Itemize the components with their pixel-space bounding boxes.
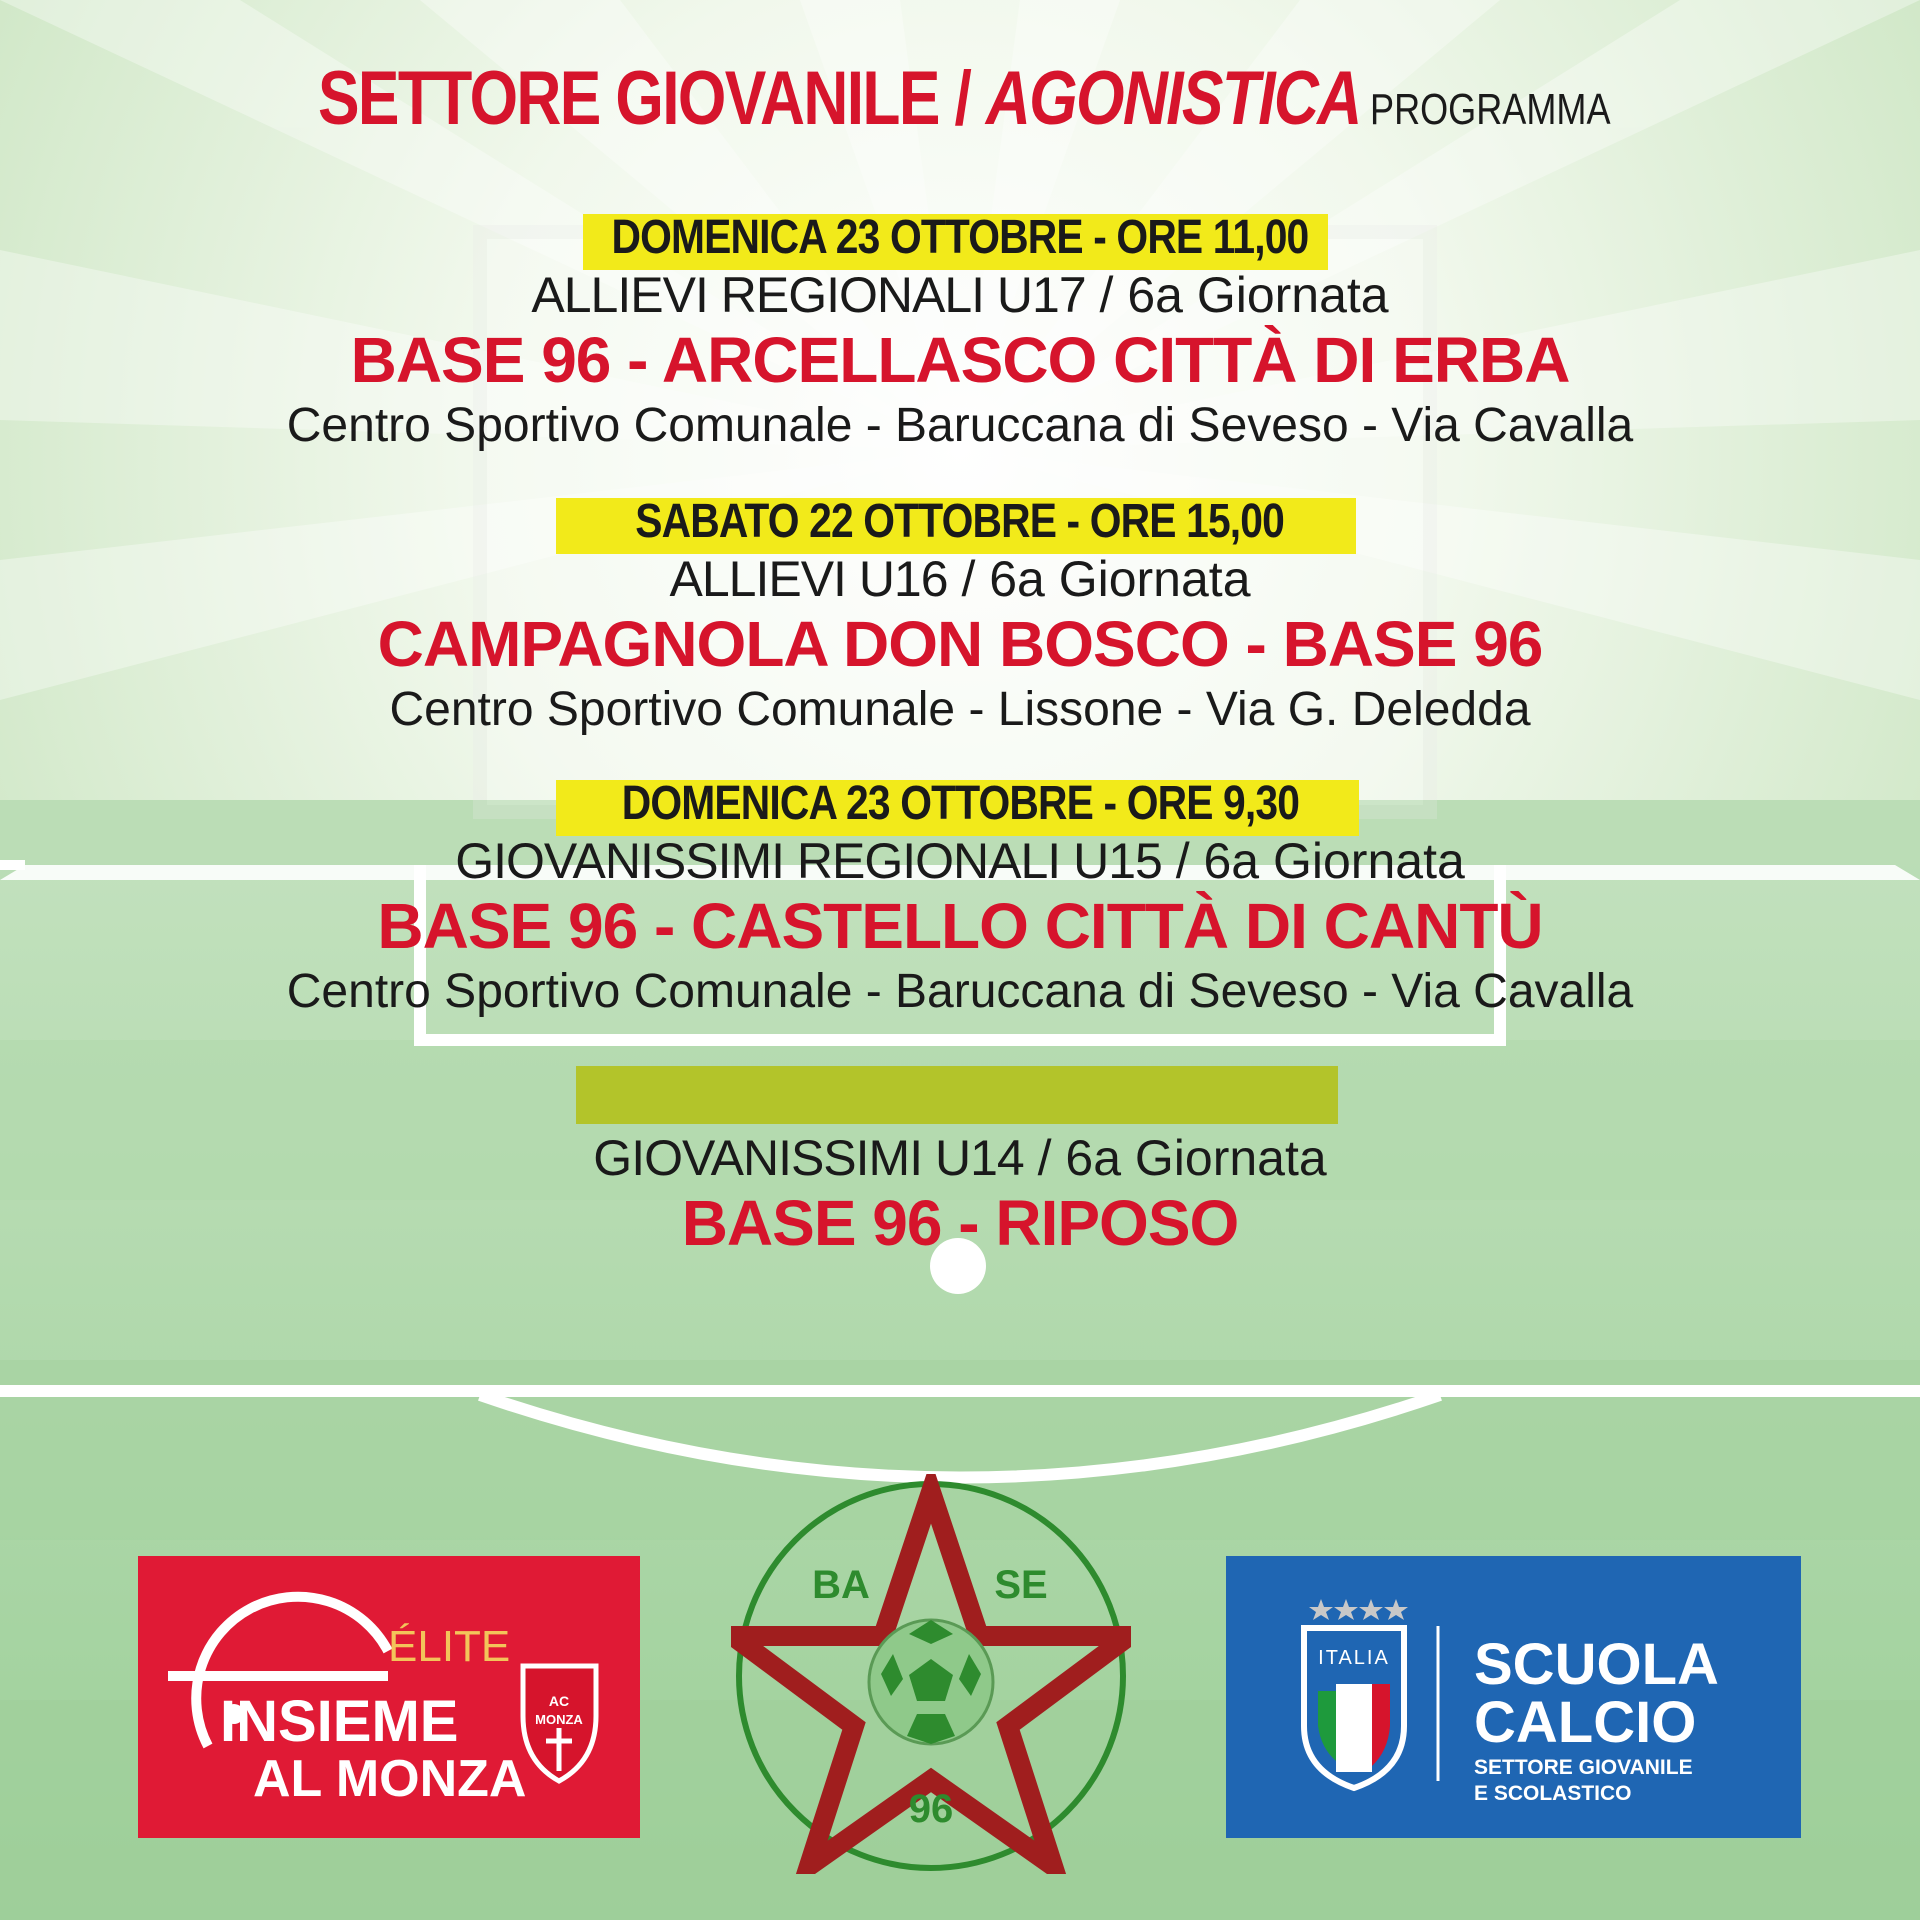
figc-line4-text: E SCOLASTICO: [1474, 1782, 1632, 1805]
empty-date-bar: [576, 1066, 1338, 1124]
base-text-left: BA: [812, 1563, 870, 1607]
elite-logo-mark: [138, 1556, 640, 1838]
italia-text: ITALIA: [1318, 1647, 1390, 1669]
match-teams: BASE 96 - ARCELLASCO CITTÀ DI ERBA: [350, 324, 1570, 396]
match-venue: Centro Sportivo Comunale - Baruccana di Seveso - Via Cavalla: [286, 965, 1634, 1018]
match-category: ALLIEVI U16 / 6a Giornata: [669, 551, 1251, 607]
match-block-4: [0, 1128, 1920, 1258]
figc-line3-text: SETTORE GIOVANILE: [1474, 1756, 1693, 1779]
match-teams: BASE 96 - CASTELLO CITTÀ DI CANTÙ: [377, 890, 1543, 962]
match-teams: BASE 96 - RIPOSO: [681, 1187, 1239, 1259]
base-text-right: SE: [994, 1563, 1048, 1607]
figc-logo-mark: [1226, 1556, 1801, 1838]
elite-line1-text: INSIEME: [220, 1689, 459, 1754]
stars-icon: [1309, 1599, 1408, 1620]
figc-line1-text: SCUOLA: [1474, 1632, 1719, 1697]
elite-top-text: ÉLITE: [388, 1622, 511, 1671]
monza-badge-ac: AC: [548, 1693, 570, 1709]
page-title: SETTORE GIOVANILE / AGONISTICA: [318, 56, 1361, 141]
match-category: GIOVANISSIMI U14 / 6a Giornata: [593, 1130, 1327, 1186]
match-teams: CAMPAGNOLA DON BOSCO - BASE 96: [377, 608, 1543, 680]
figc-line2-text: CALCIO: [1474, 1690, 1697, 1755]
match-date: SABATO 22 OTTOBRE - ORE 15,00: [635, 495, 1285, 548]
italia-shield-icon: [1304, 1628, 1404, 1788]
match-category: ALLIEVI REGIONALI U17 / 6a Giornata: [531, 267, 1389, 323]
base96-logo: [731, 1474, 1131, 1874]
match-venue: Centro Sportivo Comunale - Lissone - Via G. Deledda: [389, 683, 1531, 736]
match-date: DOMENICA 23 OTTOBRE - ORE 11,00: [611, 211, 1309, 264]
header: [0, 55, 1920, 145]
match-block-3: [0, 776, 1920, 1023]
elite-insieme-al-monza-logo: [138, 1556, 640, 1838]
ac-monza-shield-icon: [523, 1666, 596, 1781]
match-date: DOMENICA 23 OTTOBRE - ORE 9,30: [621, 777, 1299, 830]
match-category: GIOVANISSIMI REGIONALI U15 / 6a Giornata: [455, 833, 1465, 889]
page-subtitle: PROGRAMMA: [1370, 85, 1611, 134]
base-text-bottom: 96: [908, 1787, 954, 1831]
match-block-1: [0, 210, 1920, 457]
monza-badge-name: MONZA: [535, 1712, 583, 1727]
match-venue: Centro Sportivo Comunale - Baruccana di Seveso - Via Cavalla: [286, 399, 1634, 452]
soccer-ball-icon: [869, 1620, 993, 1744]
base96-badge: [731, 1474, 1131, 1874]
figc-scuola-calcio-logo: [1226, 1556, 1801, 1838]
elite-line2-text: AL MONZA: [253, 1750, 527, 1808]
match-block-2: [0, 494, 1920, 741]
